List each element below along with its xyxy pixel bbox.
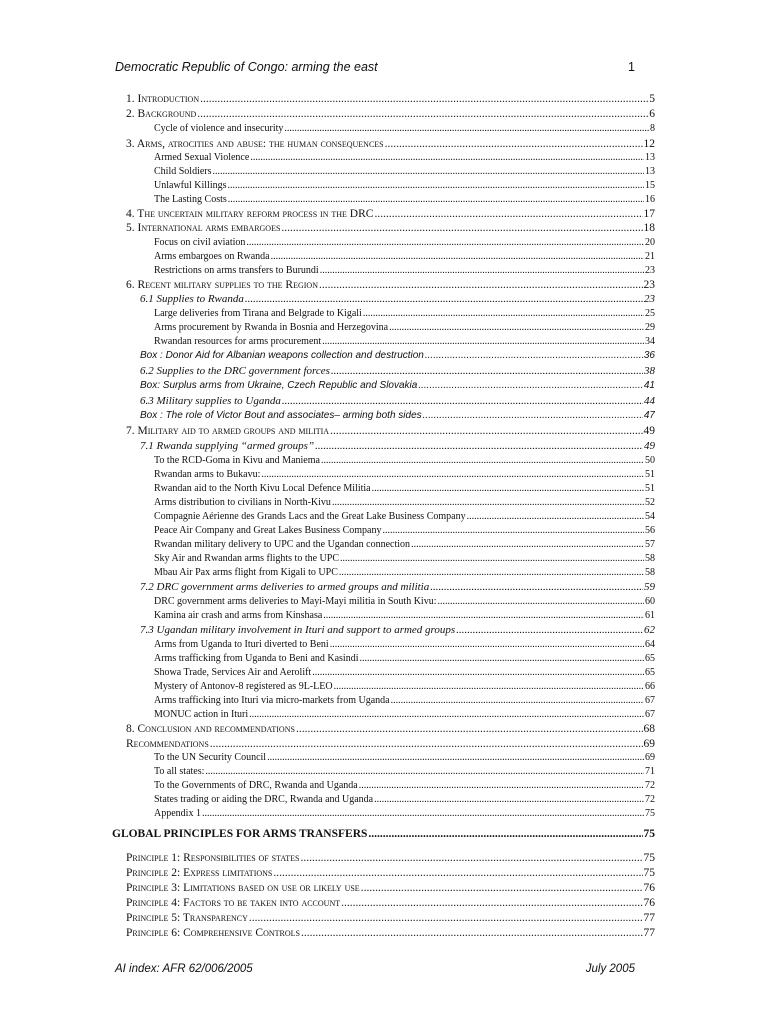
toc-entry-page: 68 xyxy=(643,723,655,735)
toc-entry[interactable] xyxy=(154,596,655,607)
toc-entry[interactable] xyxy=(154,194,655,205)
toc-entry[interactable] xyxy=(154,794,655,805)
toc-entry[interactable] xyxy=(154,152,655,163)
dot-leader xyxy=(368,828,642,840)
toc-entry-page: 50 xyxy=(645,455,655,466)
toc-entry-label: 5. International arms embargoes xyxy=(126,222,281,234)
toc-entry-page: 18 xyxy=(643,222,655,234)
toc-entry-page: 49 xyxy=(643,425,655,437)
toc-entry[interactable] xyxy=(154,653,655,664)
toc-entry-label: 6.2 Supplies to the DRC government forces xyxy=(140,365,330,377)
toc-entry-label: Rwandan military delivery to UPC and the Ugandan connection xyxy=(154,539,411,550)
toc-entry[interactable] xyxy=(154,639,655,650)
toc-entry[interactable] xyxy=(126,852,655,864)
toc-entry-label: DRC government arms deliveries to Mayi-Mayi militia in South Kivu: xyxy=(154,596,437,607)
toc-entry-page: 49 xyxy=(644,440,655,452)
toc-entry[interactable] xyxy=(154,265,655,276)
dot-leader xyxy=(281,222,642,234)
toc-entry-page: 15 xyxy=(645,180,655,191)
toc-entry-label: Principle 2: Express limitations xyxy=(126,867,273,879)
toc-entry-page: 69 xyxy=(643,738,655,750)
dot-leader xyxy=(213,166,644,177)
dot-leader xyxy=(359,780,644,791)
toc-entry-page: 75 xyxy=(645,808,655,819)
dot-leader xyxy=(456,624,643,636)
toc-entry[interactable] xyxy=(140,293,655,305)
toc-entry-label: To all states: xyxy=(154,766,205,777)
toc-entry[interactable] xyxy=(126,867,655,879)
ai-index: AI index: AFR 62/006/2005 xyxy=(115,963,253,975)
toc-entry[interactable] xyxy=(154,469,655,480)
dot-leader xyxy=(250,152,644,163)
toc-entry[interactable] xyxy=(154,610,655,621)
dot-leader xyxy=(340,553,644,564)
toc-entry-label: 6. Recent military supplies to the Region xyxy=(126,279,318,291)
toc-entry[interactable] xyxy=(126,108,655,120)
toc-entry[interactable] xyxy=(154,336,655,347)
toc-entry[interactable] xyxy=(154,308,655,319)
toc-entry-page: 44 xyxy=(644,395,655,407)
toc-entry[interactable] xyxy=(154,681,655,692)
toc-entry-label: 2. Background xyxy=(126,108,197,120)
toc-entry-label: Arms trafficking from Uganda to Beni and Kasindi xyxy=(154,653,359,664)
toc-entry-label: 6.3 Military supplies to Uganda xyxy=(140,395,281,407)
toc-entry[interactable] xyxy=(154,180,655,191)
toc-entry[interactable] xyxy=(126,279,655,291)
dot-leader xyxy=(374,794,644,805)
dot-leader xyxy=(202,808,644,819)
toc-entry[interactable] xyxy=(154,766,655,777)
dot-leader xyxy=(205,766,644,777)
dot-leader xyxy=(228,194,644,205)
toc-entry-label: Arms procurement by Rwanda in Bosnia and Herzegovina xyxy=(154,322,389,333)
toc-entry[interactable] xyxy=(126,738,655,750)
toc-entry-label: States trading or aiding the DRC, Rwanda and Uganda xyxy=(154,794,374,805)
dot-leader xyxy=(385,138,643,150)
toc-entry[interactable] xyxy=(154,808,655,819)
toc-entry-label: Cycle of violence and insecurity xyxy=(154,123,284,134)
toc-entry-page: 59 xyxy=(644,581,655,593)
toc-entry-page: 51 xyxy=(645,483,655,494)
toc-entry-label: 3. Arms, atrocities and abuse: the human consequences xyxy=(126,138,384,150)
dot-leader xyxy=(267,752,644,763)
dot-leader xyxy=(372,483,644,494)
toc-entry[interactable] xyxy=(140,581,655,593)
toc-entry-page: 13 xyxy=(645,166,655,177)
toc-entry-label: Principle 5: Transparency xyxy=(126,912,248,924)
toc-entry[interactable] xyxy=(126,222,655,234)
toc-entry-page: 38 xyxy=(644,365,655,377)
toc-entry[interactable] xyxy=(140,365,655,377)
dot-leader xyxy=(360,653,645,664)
toc-entry-label: Arms from Uganda to Ituri diverted to Beni xyxy=(154,639,329,650)
toc-entry-label: 8. Conclusion and recommendations xyxy=(126,723,295,735)
toc-entry-page: 16 xyxy=(645,194,655,205)
toc-entry-label: 1. Introduction xyxy=(126,93,200,105)
dot-leader xyxy=(374,208,642,220)
toc-entry-page: 54 xyxy=(645,511,655,522)
toc-entry-page: 52 xyxy=(645,497,655,508)
dot-leader xyxy=(331,365,643,377)
dot-leader xyxy=(282,395,643,407)
toc-entry-label: Principle 4: Factors to be taken into account xyxy=(126,897,341,909)
toc-entry-page: 17 xyxy=(643,208,655,220)
dot-leader xyxy=(319,279,643,291)
dot-leader xyxy=(301,927,643,939)
toc-entry[interactable] xyxy=(154,667,655,678)
toc-entry-label: Unlawful Killings xyxy=(154,180,227,191)
toc-entry-page: 65 xyxy=(645,667,655,678)
page-footer xyxy=(115,963,635,979)
toc-entry-page: 71 xyxy=(645,766,655,777)
toc-entry-page: 8 xyxy=(650,123,655,134)
toc-entry-page: 72 xyxy=(645,794,655,805)
toc-entry-label: Principle 6: Comprehensive Controls xyxy=(126,927,300,939)
toc-entry[interactable] xyxy=(154,695,655,706)
toc-entry-page: 51 xyxy=(645,469,655,480)
toc-entry-label: 7.3 Ugandan military involvement in Ituri and support to armed groups xyxy=(140,624,456,636)
toc-entry-label: Sky Air and Rwandan arms flights to the UPC xyxy=(154,553,339,564)
toc-entry-page: 29 xyxy=(645,322,655,333)
toc-entry[interactable] xyxy=(154,251,655,262)
toc-entry-label: To the UN Security Council xyxy=(154,752,267,763)
toc-entry-page: 12 xyxy=(643,138,655,150)
dot-leader xyxy=(228,180,645,191)
dot-leader xyxy=(467,511,644,522)
toc-entry[interactable] xyxy=(126,93,655,105)
toc-entry-label: Compagnie Aérienne des Grands Lacs and the Great Lake Business Company xyxy=(154,511,466,522)
toc-entry-label: GLOBAL PRINCIPLES FOR ARMS TRANSFERS xyxy=(112,828,368,840)
toc-entry[interactable] xyxy=(112,828,655,840)
dot-leader xyxy=(200,93,648,105)
dot-leader xyxy=(363,308,644,319)
toc-entry-page: 76 xyxy=(643,897,655,909)
dot-leader xyxy=(382,525,644,536)
dot-leader xyxy=(332,497,644,508)
toc-entry[interactable] xyxy=(154,237,655,248)
toc-entry-page: 25 xyxy=(645,308,655,319)
toc-entry-label: 6.1 Supplies to Rwanda xyxy=(140,293,244,305)
dot-leader xyxy=(334,681,644,692)
toc-entry-label: Box : The role of Victor Bout and associates– arming both sides xyxy=(140,410,422,421)
toc-entry-label: 7.1 Rwanda supplying “armed groups” xyxy=(140,440,315,452)
dot-leader xyxy=(423,410,643,421)
toc-entry[interactable] xyxy=(154,483,655,494)
toc-entry-label: Box : Donor Aid for Albanian weapons collection and destruction xyxy=(140,350,424,361)
toc-entry[interactable] xyxy=(140,440,655,452)
toc-entry[interactable] xyxy=(154,752,655,763)
toc-entry-page: 60 xyxy=(645,596,655,607)
toc-entry[interactable] xyxy=(154,123,655,134)
toc-entry-label: 7. Military aid to armed groups and militia xyxy=(126,425,330,437)
toc-entry-label: Showa Trade, Services Air and Aerolift xyxy=(154,667,312,678)
dot-leader xyxy=(361,882,643,894)
toc-entry[interactable] xyxy=(154,539,655,550)
toc-entry-label: Recommendations xyxy=(126,738,209,750)
toc-entry-page: 75 xyxy=(643,828,655,840)
page-number: 1 xyxy=(628,60,635,74)
toc-entry-page: 41 xyxy=(643,380,655,391)
toc-entry[interactable] xyxy=(126,208,655,220)
toc-entry-label: 7.2 DRC government arms deliveries to armed groups and militia xyxy=(140,581,430,593)
dot-leader xyxy=(249,709,644,720)
toc-entry[interactable] xyxy=(140,395,655,407)
dot-leader xyxy=(284,123,649,134)
toc-entry-label: Rwandan resources for arms procurement xyxy=(154,336,322,347)
dot-leader xyxy=(273,867,642,879)
toc-entry-label: To the RCD-Goma in Kivu and Maniema xyxy=(154,455,320,466)
toc-entry[interactable] xyxy=(154,455,655,466)
toc-entry[interactable] xyxy=(126,723,655,735)
toc-entry-label: Principle 1: Responsibilities of states xyxy=(126,852,300,864)
toc-entry[interactable] xyxy=(140,624,655,636)
toc-entry-label: To the Governments of DRC, Rwanda and Uganda xyxy=(154,780,358,791)
toc-entry[interactable] xyxy=(154,511,655,522)
toc-entry-page: 5 xyxy=(649,93,655,105)
toc-entry-page: 65 xyxy=(645,653,655,664)
toc-entry-page: 75 xyxy=(643,867,655,879)
dot-leader xyxy=(437,596,644,607)
toc-entry-page: 58 xyxy=(645,553,655,564)
toc-entry-label: Child Soldiers xyxy=(154,166,212,177)
toc-entry[interactable] xyxy=(126,897,655,909)
toc-entry-page: 23 xyxy=(643,279,655,291)
dot-leader xyxy=(425,350,643,361)
toc-entry-label: Kamina air crash and arms from Kinshasa xyxy=(154,610,323,621)
toc-entry-label: Mbau Air Pax arms flight from Kigali to UPC xyxy=(154,567,338,578)
dot-leader xyxy=(341,897,642,909)
toc-entry[interactable] xyxy=(140,410,655,421)
toc-entry-label: MONUC action in Ituri xyxy=(154,709,249,720)
toc-entry[interactable] xyxy=(140,380,655,391)
dot-leader xyxy=(261,469,644,480)
dot-leader xyxy=(315,440,643,452)
toc-entry-page: 67 xyxy=(645,695,655,706)
toc-entry-page: 23 xyxy=(644,293,655,305)
toc-entry-label: The Lasting Costs xyxy=(154,194,227,205)
toc-entry-label: Mystery of Antonov-8 registered as 9L-LEO xyxy=(154,681,333,692)
toc-entry-label: Rwandan arms to Bukavu: xyxy=(154,469,261,480)
toc-entry[interactable] xyxy=(126,425,655,437)
toc-entry-page: 34 xyxy=(645,336,655,347)
toc-entry-page: 47 xyxy=(643,410,655,421)
dot-leader xyxy=(296,723,643,735)
dot-leader xyxy=(418,380,643,391)
toc-entry-label: Peace Air Company and Great Lakes Business Company xyxy=(154,525,382,536)
toc-entry-label: Box: Surplus arms from Ukraine, Czech Republic and Slovakia xyxy=(140,380,418,391)
toc-entry-page: 13 xyxy=(645,152,655,163)
toc-entry-page: 21 xyxy=(645,251,655,262)
toc-entry[interactable] xyxy=(154,553,655,564)
dot-leader xyxy=(330,425,642,437)
toc-entry-label: Large deliveries from Tirana and Belgrade to Kigali xyxy=(154,308,362,319)
toc-entry-label: Arms trafficking into Ituri via micro-markets from Uganda xyxy=(154,695,390,706)
toc-entry[interactable] xyxy=(154,567,655,578)
toc-entry-page: 56 xyxy=(645,525,655,536)
toc-entry-page: 61 xyxy=(645,610,655,621)
toc-entry-label: Restrictions on arms transfers to Burundi xyxy=(154,265,319,276)
toc-entry-label: Arms distribution to civilians in North-Kivu xyxy=(154,497,331,508)
dot-leader xyxy=(245,293,643,305)
toc-entry-label: Focus on civil aviation xyxy=(154,237,246,248)
toc-entry[interactable] xyxy=(154,780,655,791)
toc-entry[interactable] xyxy=(154,166,655,177)
dot-leader xyxy=(323,610,644,621)
toc-entry-page: 58 xyxy=(645,567,655,578)
toc-entry-page: 66 xyxy=(645,681,655,692)
document-title: Democratic Republic of Congo: arming the east xyxy=(115,60,378,74)
toc-entry[interactable] xyxy=(140,350,655,361)
toc-entry-label: 4. The uncertain military reform process in the DRC xyxy=(126,208,374,220)
toc-entry-page: 77 xyxy=(643,912,655,924)
toc-entry-page: 57 xyxy=(645,539,655,550)
dot-leader xyxy=(322,336,644,347)
toc-entry-page: 76 xyxy=(643,882,655,894)
toc-entry[interactable] xyxy=(126,927,655,939)
toc-entry-label: Principle 3: Limitations based on use or likely use xyxy=(126,882,360,894)
dot-leader xyxy=(300,852,642,864)
dot-leader xyxy=(339,567,644,578)
dot-leader xyxy=(430,581,643,593)
toc-entry[interactable] xyxy=(126,138,655,150)
toc-entry-page: 77 xyxy=(643,927,655,939)
page-header xyxy=(115,60,635,80)
toc-entry-page: 23 xyxy=(645,265,655,276)
dot-leader xyxy=(246,237,644,248)
publication-date: July 2005 xyxy=(585,963,635,975)
toc-entry[interactable] xyxy=(154,709,655,720)
toc-entry-page: 72 xyxy=(645,780,655,791)
dot-leader xyxy=(321,455,644,466)
toc-entry[interactable] xyxy=(126,882,655,894)
toc-entry-page: 67 xyxy=(645,709,655,720)
dot-leader xyxy=(249,912,643,924)
toc-entry-label: Rwandan aid to the North Kivu Local Defence Militia xyxy=(154,483,371,494)
toc-entry[interactable] xyxy=(154,525,655,536)
dot-leader xyxy=(312,667,644,678)
toc-entry[interactable] xyxy=(126,912,655,924)
dot-leader xyxy=(210,738,643,750)
toc-entry-page: 6 xyxy=(649,108,655,120)
dot-leader xyxy=(391,695,644,706)
toc-entry-page: 69 xyxy=(645,752,655,763)
dot-leader xyxy=(389,322,644,333)
dot-leader xyxy=(320,265,644,276)
dot-leader xyxy=(197,108,648,120)
dot-leader xyxy=(330,639,644,650)
toc-entry-page: 64 xyxy=(645,639,655,650)
toc-entry[interactable] xyxy=(154,322,655,333)
toc-entry-label: Arms embargoes on Rwanda xyxy=(154,251,270,262)
dot-leader xyxy=(271,251,644,262)
toc-entry-page: 75 xyxy=(643,852,655,864)
toc-entry-page: 20 xyxy=(645,237,655,248)
toc-entry-page: 36 xyxy=(643,350,655,361)
toc-entry-page: 62 xyxy=(644,624,655,636)
toc-entry[interactable] xyxy=(154,497,655,508)
toc-entry-label: Appendix 1 xyxy=(154,808,201,819)
dot-leader xyxy=(411,539,644,550)
toc-entry-label: Armed Sexual Violence xyxy=(154,152,250,163)
